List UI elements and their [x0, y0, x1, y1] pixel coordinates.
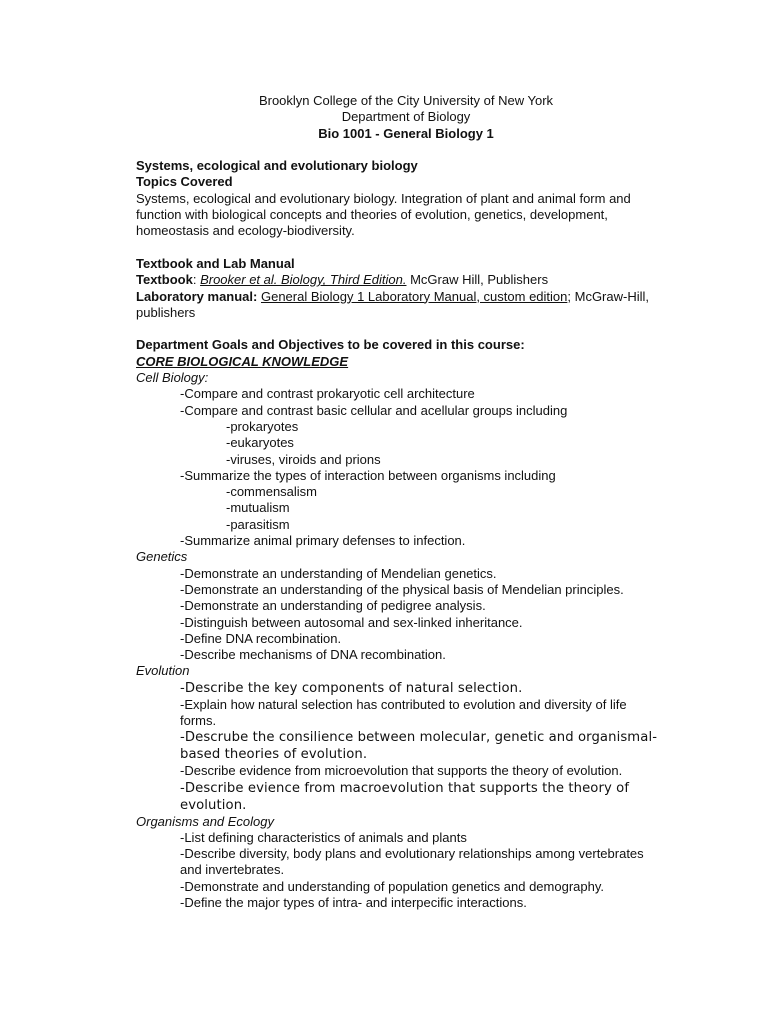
list-item: -Summarize the types of interaction between organisms including: [180, 467, 556, 483]
list-item: -List defining characteristics of animals and plants: [180, 829, 467, 845]
list-item: -Demonstrate an understanding of pedigree analysis.: [180, 598, 486, 614]
sub-list-item: -parasitism: [226, 516, 290, 532]
list-item: -Describe diversity, body plans and evolutionary relationships among vertebrates and invertebrates.: [180, 846, 644, 878]
lab-manual-publisher: ; McGraw-Hill, publishers: [136, 288, 649, 320]
core-knowledge-heading: CORE BIOLOGICAL KNOWLEDGE: [136, 353, 349, 369]
list-item: -Distinguish between autosomal and sex-linked inheritance.: [180, 614, 523, 630]
topics-body: Systems, ecological and evolutionary biology. Integration of plant and animal form and function with biological concepts and theories of evolution, genetics, development, homeostasis and ecology-biodiversity.: [136, 190, 631, 239]
list-item: -Demonstrate and understanding of population genetics and demography.: [180, 878, 604, 894]
list-item: -Describe evience from macroevolution that supports the theory of evolution.: [180, 780, 630, 813]
list-item: -Summarize animal primary defenses to infection.: [180, 533, 466, 549]
list-item: -Define DNA recombination.: [180, 630, 342, 646]
list-item: -Demonstrate an understanding of the physical basis of Mendelian principles.: [180, 581, 624, 597]
lab-manual-line: [136, 289, 662, 322]
topics-heading: Systems, ecological and evolutionary biology: [136, 158, 418, 174]
document-header: [136, 93, 676, 142]
goals-heading: Department Goals and Objectives to be covered in this course:: [136, 337, 525, 353]
list-item: -Compare and contrast basic cellular and acellular groups including: [180, 402, 568, 418]
list-item: -Describe the key components of natural selection.: [180, 680, 523, 696]
textbook-label: Textbook: [136, 272, 193, 288]
topics-subheading: Topics Covered: [136, 174, 233, 190]
sub-list-item: -commensalism: [226, 484, 318, 500]
list-item: -Define the major types of intra- and interpecific interactions.: [180, 895, 527, 911]
organisms-ecology-title: Organisms and Ecology: [136, 813, 275, 829]
evolution-title: Evolution: [136, 663, 190, 679]
sub-list-item: -eukaryotes: [226, 435, 294, 451]
textbook-line: [136, 272, 662, 288]
list-item: -Describe evidence from microevolution that supports the theory of evolution.: [180, 763, 623, 779]
list-item: -Describe mechanisms of DNA recombination.: [180, 647, 446, 663]
department-name: Department of Biology: [341, 109, 471, 125]
list-item: -Descrube the consilience between molecular, genetic and organismal-based theories of evolution.: [180, 730, 658, 763]
sub-list-item: -viruses, viroids and prions: [226, 451, 381, 467]
college-name: Brooklyn College of the City University of New York: [258, 93, 554, 108]
lab-manual-title: General Biology 1 Laboratory Manual, custom edition: [260, 288, 568, 304]
cell-biology-title: Cell Biology:: [136, 370, 209, 386]
course-title: Bio 1001 - General Biology 1: [318, 125, 494, 141]
document-content: [136, 93, 662, 911]
list-item: -Explain how natural selection has contributed to evolution and diversity of life forms.: [180, 696, 627, 728]
textbook-colon: :: [192, 272, 201, 288]
sub-list-item: -mutualism: [226, 500, 290, 516]
list-item: -Compare and contrast prokaryotic cell architecture: [180, 386, 475, 402]
list-item: -Demonstrate an understanding of Mendelian genetics.: [180, 565, 497, 581]
textbook-publisher: McGraw Hill, Publishers: [406, 272, 549, 288]
genetics-title: Genetics: [136, 549, 188, 565]
textbook-title: Brooker et al. Biology, Third Edition.: [200, 272, 407, 288]
textbook-heading: Textbook and Lab Manual: [136, 255, 295, 271]
lab-manual-label: Laboratory manual:: [136, 288, 258, 304]
sub-list-item: -prokaryotes: [226, 418, 299, 434]
